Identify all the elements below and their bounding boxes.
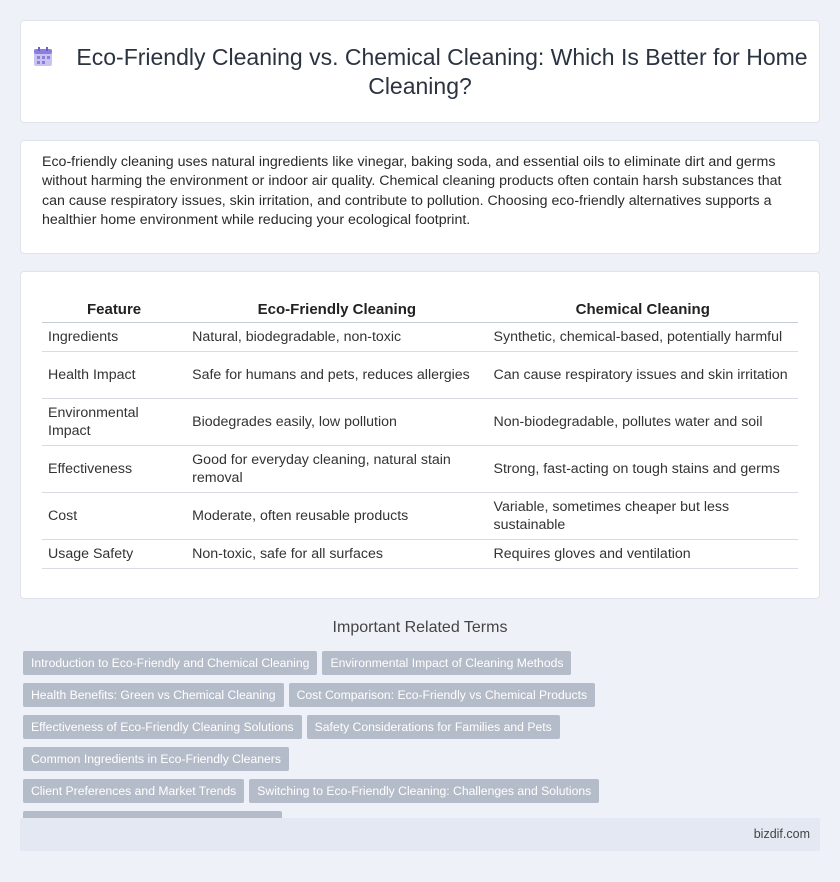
page-title: Eco-Friendly Cleaning vs. Chemical Cleaning: Which Is Better for Home Cleaning? — [76, 44, 808, 99]
related-term-tag[interactable]: Cost Comparison: Eco-Friendly vs Chemical Products — [289, 683, 596, 707]
page-title-wrap — [21, 43, 819, 101]
row-chemical: Can cause respiratory issues and skin irritation — [488, 352, 798, 399]
related-terms-heading: Important Related Terms — [332, 619, 508, 636]
footer-site-link[interactable]: bizdif.com — [753, 827, 810, 841]
related-term-tag[interactable]: Introduction to Eco-Friendly and Chemical Cleaning — [23, 651, 317, 675]
header-chemical: Chemical Cleaning — [488, 294, 798, 323]
row-eco: Good for everyday cleaning, natural stain removal — [186, 446, 487, 493]
row-feature: Ingredients — [42, 323, 186, 352]
row-eco: Safe for humans and pets, reduces allergies — [186, 352, 487, 399]
table-row — [42, 540, 798, 569]
table-row — [42, 493, 798, 540]
footer-bar — [20, 818, 820, 851]
row-chemical: Requires gloves and ventilation — [488, 540, 798, 569]
row-chemical: Strong, fast-acting on tough stains and germs — [488, 446, 798, 493]
table-row — [42, 399, 798, 446]
comparison-table — [42, 294, 798, 569]
intro-paragraph: Eco-friendly cleaning uses natural ingredients like vinegar, baking soda, and essential oils to eliminate dirt and germs without harming the environment or indoor air quality. Chemical cleaning products often contain harsh substances that can cause respiratory issues, skin irritation, and contribute to pollution. Choosing eco-friendly alternatives supports a healthier home environment while reducing your ecological footprint. — [42, 154, 782, 229]
row-eco: Non-toxic, safe for all surfaces — [186, 540, 487, 569]
row-chemical: Non-biodegradable, pollutes water and soil — [488, 399, 798, 446]
related-term-tag[interactable]: Common Ingredients in Eco-Friendly Cleaners — [23, 747, 289, 771]
related-term-tag[interactable]: Health Benefits: Green vs Chemical Cleaning — [23, 683, 284, 707]
row-eco: Biodegrades easily, low pollution — [186, 399, 487, 446]
title-card — [20, 20, 820, 123]
row-feature: Effectiveness — [42, 446, 186, 493]
related-terms-list — [23, 651, 823, 843]
row-eco: Natural, biodegradable, non-toxic — [186, 323, 487, 352]
related-term-tag[interactable]: Client Preferences and Market Trends — [23, 779, 244, 803]
comparison-card — [20, 271, 820, 599]
table-row — [42, 352, 798, 399]
row-feature: Cost — [42, 493, 186, 540]
related-term-tag[interactable]: Switching to Eco-Friendly Cleaning: Challenges and Solutions — [249, 779, 599, 803]
row-chemical: Synthetic, chemical-based, potentially harmful — [488, 323, 798, 352]
row-feature: Usage Safety — [42, 540, 186, 569]
calendar-icon — [32, 46, 54, 68]
intro-card — [20, 140, 820, 254]
table-header-row — [42, 294, 798, 323]
row-eco: Moderate, often reusable products — [186, 493, 487, 540]
row-feature: Environmental Impact — [42, 399, 186, 446]
table-row — [42, 323, 798, 352]
header-feature: Feature — [42, 294, 186, 323]
header-eco: Eco-Friendly Cleaning — [186, 294, 487, 323]
related-term-tag[interactable]: Environmental Impact of Cleaning Methods — [322, 651, 571, 675]
related-term-tag[interactable]: Effectiveness of Eco-Friendly Cleaning Solutions — [23, 715, 302, 739]
row-feature: Health Impact — [42, 352, 186, 399]
row-chemical: Variable, sometimes cheaper but less sustainable — [488, 493, 798, 540]
related-term-tag[interactable]: Safety Considerations for Families and Pets — [307, 715, 560, 739]
table-row — [42, 446, 798, 493]
